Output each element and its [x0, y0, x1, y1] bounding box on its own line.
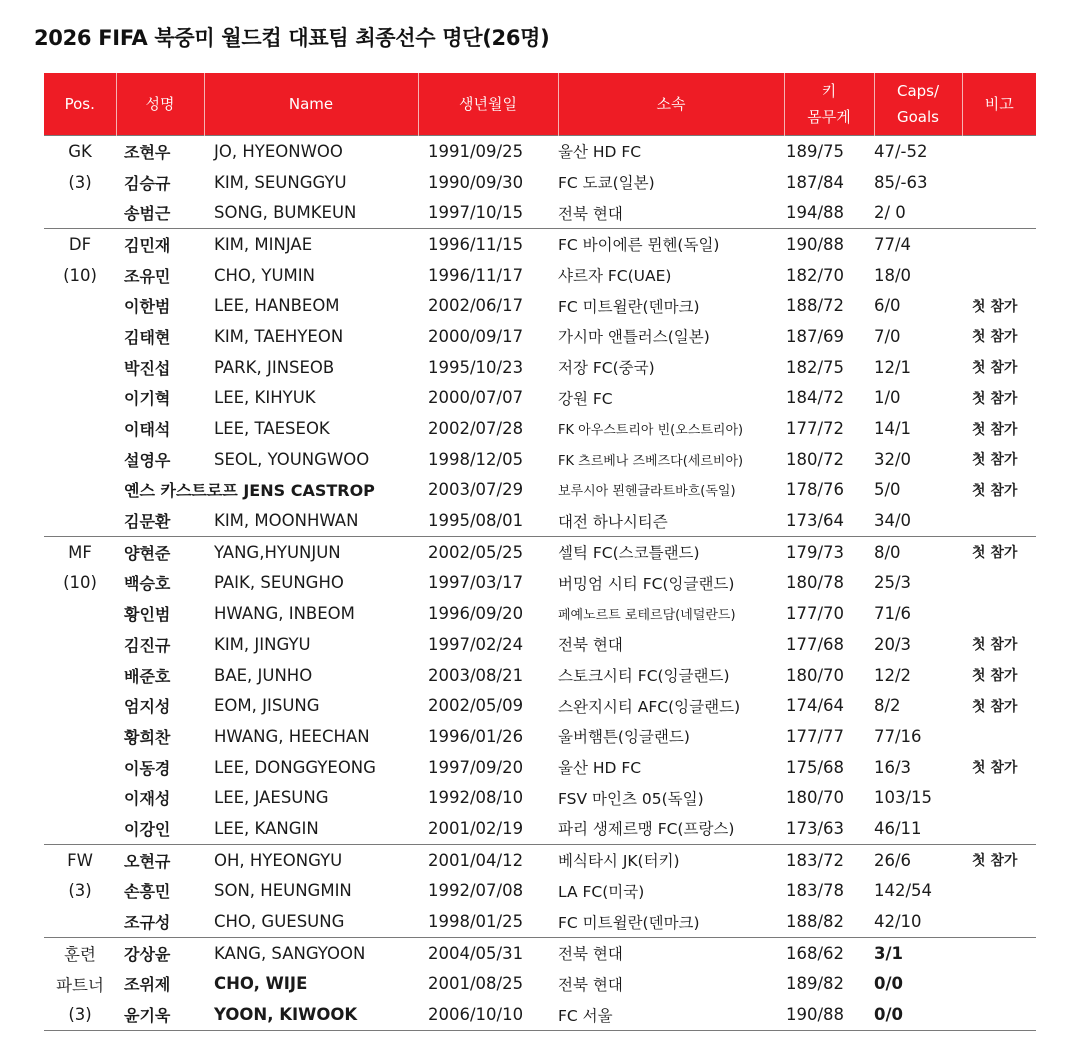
note-cell: 첫 참가 [972, 668, 1018, 685]
position-cell: (3) [68, 881, 92, 901]
page-title: 2026 FIFA 북중미 월드컵 대표팀 최종선수 명단(26명) [34, 26, 550, 50]
club-cell: 전북 현대 [558, 636, 623, 655]
height-weight-cell: 187/84 [786, 172, 845, 192]
position-cell: (3) [68, 172, 92, 192]
table-row [44, 136, 1036, 167]
club-cell: FC 미트윌란(덴마크) [558, 297, 700, 316]
club-cell: FC 미트윌란(덴마크) [558, 913, 700, 932]
height-weight-cell: 180/72 [786, 449, 845, 469]
birth-date-cell: 1990/09/30 [428, 172, 524, 192]
english-name-cell: OH, HYEONGYU [204, 844, 418, 875]
korean-name-cell: 윤기욱 [116, 999, 204, 1030]
club-cell: 가시마 앤틀러스(일본) [558, 328, 710, 347]
position-cell [44, 505, 116, 536]
height-weight-cell: 173/63 [786, 818, 845, 838]
caps-goals-cell: 26/6 [874, 844, 962, 875]
korean-name-cell: 조위제 [124, 975, 171, 995]
korean-name-cell: 조유민 [124, 266, 171, 286]
height-weight-cell: 184/72 [786, 388, 845, 408]
english-name-cell: KANG, SANGYOON [204, 937, 418, 968]
english-name-cell: PAIK, SEUNGHO [214, 573, 344, 593]
position-cell: DF [44, 229, 116, 260]
header-club: 소속 [558, 73, 784, 136]
table-row [44, 536, 1036, 567]
position-cell [44, 598, 116, 629]
english-name-cell: LEE, KANGIN [214, 818, 319, 838]
height-weight-cell: 182/70 [786, 265, 845, 285]
note-cell [962, 136, 1036, 167]
club-cell: 강원 FC [558, 389, 613, 408]
position-cell [44, 690, 116, 721]
birth-date-cell: 2006/10/10 [418, 999, 558, 1030]
club-cell: 파리 생제르맹 FC(프랑스) [558, 820, 735, 839]
note-cell: 첫 참가 [972, 482, 1018, 499]
height-weight-cell: 190/88 [784, 999, 874, 1030]
birth-date-cell: 2001/08/25 [428, 974, 524, 994]
table-row [44, 660, 1036, 691]
table-row [44, 413, 1036, 444]
birth-date-cell: 2000/09/17 [428, 326, 524, 346]
position-cell: 파트너 [56, 975, 104, 995]
birth-date-cell: 1997/02/24 [428, 634, 524, 654]
birth-date-cell: 2001/02/19 [428, 818, 524, 838]
english-name-cell: LEE, KIHYUK [214, 388, 316, 408]
table-row [44, 937, 1036, 968]
height-weight-cell: 175/68 [786, 757, 845, 777]
birth-date-cell: 1991/09/25 [418, 136, 558, 167]
birth-date-cell: 1992/07/08 [428, 881, 524, 901]
table-row [44, 383, 1036, 414]
note-cell [962, 721, 1036, 752]
club-cell: 스완지시티 AFC(잉글랜드) [558, 697, 741, 716]
caps-goals-cell: 12/1 [874, 357, 912, 377]
club-cell: 보루시아 묀헨글라트바흐(독일) [558, 484, 736, 500]
position-cell [44, 475, 116, 506]
table-row [44, 167, 1036, 198]
english-name-cell: KIM, SEUNGGYU [214, 172, 347, 192]
note-cell [962, 937, 1036, 968]
header-kr-name: 성명 [116, 73, 204, 136]
table-row [44, 876, 1036, 907]
birth-date-cell: 2004/05/31 [418, 937, 558, 968]
club-cell: FC 서울 [558, 999, 784, 1030]
birth-date-cell: 2002/07/28 [428, 419, 524, 439]
korean-name-cell: 이태석 [124, 420, 171, 440]
height-weight-cell: 190/88 [784, 229, 874, 260]
caps-goals-cell: 46/11 [874, 818, 922, 838]
korean-name-cell: 조규성 [124, 913, 171, 933]
height-weight-cell: 173/64 [786, 511, 845, 531]
header-weight: 몸무게 [807, 108, 851, 126]
club-cell: FK 츠르베나 즈베즈다(세르비아) [558, 453, 744, 469]
korean-name-cell: 설영우 [124, 450, 171, 470]
position-cell [44, 352, 116, 383]
korean-name-cell: 엄지성 [124, 697, 171, 717]
position-cell: FW [44, 844, 116, 875]
note-cell: 첫 참가 [972, 760, 1018, 777]
caps-goals-cell: 5/0 [874, 480, 901, 500]
note-cell [962, 568, 1036, 599]
korean-name-cell: 황희찬 [124, 727, 171, 747]
position-cell [44, 721, 116, 752]
height-weight-cell: 183/78 [786, 881, 845, 901]
birth-date-cell: 1996/09/20 [428, 604, 524, 624]
table-row [44, 260, 1036, 291]
position-cell [44, 752, 116, 783]
korean-name-cell: 손흥민 [124, 882, 171, 902]
english-name-cell: LEE, TAESEOK [214, 419, 330, 439]
note-cell: 첫 참가 [972, 360, 1018, 377]
korean-name-cell: 김태현 [124, 327, 171, 347]
height-weight-cell: 189/75 [784, 136, 874, 167]
height-weight-cell: 189/82 [786, 974, 845, 994]
birth-date-cell: 1996/01/26 [428, 726, 524, 746]
english-name-cell: CHO, YUMIN [214, 265, 316, 285]
club-cell: 울산 HD FC [558, 136, 784, 167]
birth-date-cell: 2002/05/09 [428, 696, 524, 716]
club-cell: 저장 FC(중국) [558, 359, 655, 378]
english-name-cell: YANG,HYUNJUN [204, 536, 418, 567]
birth-date-cell: 1998/01/25 [428, 912, 524, 932]
note-cell [962, 260, 1036, 291]
table-row [44, 321, 1036, 352]
english-name-cell: LEE, DONGGYEONG [214, 757, 376, 777]
height-weight-cell: 180/70 [786, 788, 845, 808]
note-cell [962, 906, 1036, 937]
caps-goals-cell: 2/ 0 [874, 203, 906, 223]
note-cell [962, 813, 1036, 844]
height-weight-cell: 177/70 [786, 604, 845, 624]
club-cell: 샤르자 FC(UAE) [558, 267, 672, 286]
club-cell: 전북 현대 [558, 975, 623, 994]
position-cell [44, 444, 116, 475]
position-cell [44, 813, 116, 844]
club-cell: FC 바이에른 뮌헨(독일) [558, 229, 784, 260]
note-cell [962, 969, 1036, 1000]
note-cell [962, 167, 1036, 198]
position-cell [44, 413, 116, 444]
korean-name-cell: 김승규 [124, 173, 171, 193]
position-cell [44, 321, 116, 352]
table-row [44, 752, 1036, 783]
note-cell: 첫 참가 [972, 421, 1018, 438]
note-cell: 첫 참가 [972, 329, 1018, 346]
header-caps: Caps/ [896, 82, 940, 100]
table-row [44, 475, 1036, 506]
position-cell: MF [44, 536, 116, 567]
position-cell [44, 629, 116, 660]
table-row [44, 721, 1036, 752]
height-weight-cell: 188/82 [786, 912, 845, 932]
caps-goals-cell: 32/0 [874, 449, 912, 469]
club-cell: 전북 현대 [558, 937, 784, 968]
position-cell [44, 383, 116, 414]
caps-goals-cell: 8/0 [874, 536, 962, 567]
caps-goals-cell: 71/6 [874, 604, 912, 624]
caps-goals-cell: 142/54 [874, 881, 933, 901]
club-cell: 전북 현대 [558, 204, 623, 223]
english-name-cell: LEE, HANBEOM [214, 296, 340, 316]
korean-name-cell: 이동경 [124, 758, 171, 778]
caps-goals-cell: 47/-52 [874, 136, 962, 167]
header-en-name: Name [204, 73, 418, 136]
note-cell: 첫 참가 [962, 844, 1036, 875]
birth-date-cell: 1997/09/20 [428, 757, 524, 777]
table-row [44, 505, 1036, 536]
birth-date-cell: 2002/06/17 [428, 296, 524, 316]
birth-date-cell: 2000/07/07 [428, 388, 524, 408]
table-row [44, 197, 1036, 228]
height-weight-cell: 179/73 [784, 536, 874, 567]
korean-name-cell: 박진섭 [124, 358, 171, 378]
height-weight-cell: 180/70 [786, 665, 845, 685]
english-name-cell: LEE, JAESUNG [214, 788, 329, 808]
korean-name-cell: 이기혁 [124, 389, 171, 409]
position-cell [44, 660, 116, 691]
note-cell: 첫 참가 [972, 637, 1018, 654]
korean-name-cell: 양현준 [116, 536, 204, 567]
english-name-cell: HWANG, INBEOM [214, 604, 355, 624]
birth-date-cell: 1996/11/15 [418, 229, 558, 260]
english-name-cell: CHO, WIJE [214, 974, 308, 994]
table-row [44, 906, 1036, 937]
caps-goals-cell: 25/3 [874, 573, 912, 593]
english-name-cell: JO, HYEONWOO [204, 136, 418, 167]
birth-date-cell: 2003/07/29 [428, 480, 524, 500]
caps-goals-cell: 1/0 [874, 388, 901, 408]
caps-goals-cell: 20/3 [874, 634, 912, 654]
english-name-cell: KIM, MINJAE [204, 229, 418, 260]
korean-name-cell: 강상윤 [116, 937, 204, 968]
english-name-cell: HWANG, HEECHAN [214, 726, 370, 746]
caps-goals-cell: 103/15 [874, 788, 933, 808]
height-weight-cell: 188/72 [786, 296, 845, 316]
note-cell: 첫 참가 [972, 390, 1018, 407]
birth-date-cell: 1992/08/10 [428, 788, 524, 808]
english-name-cell: SEOL, YOUNGWOO [214, 449, 370, 469]
club-cell: FSV 마인츠 05(독일) [558, 789, 704, 808]
caps-goals-cell: 8/2 [874, 696, 901, 716]
club-cell: FC 도쿄(일본) [558, 174, 655, 193]
korean-name-cell: 김민재 [116, 229, 204, 260]
club-cell: 울버햄튼(잉글랜드) [558, 728, 690, 747]
caps-goals-cell: 16/3 [874, 757, 912, 777]
korean-name-cell: 송범근 [124, 204, 171, 224]
table-row [44, 690, 1036, 721]
korean-name-cell: 백승호 [124, 574, 171, 594]
note-cell [962, 999, 1036, 1030]
table-row [44, 568, 1036, 599]
header-goals: Goals [897, 108, 939, 126]
position-cell: (3) [44, 999, 116, 1030]
caps-goals-cell: 0/0 [874, 974, 903, 994]
english-name-cell: PARK, JINSEOB [214, 357, 335, 377]
birth-date-cell: 1997/03/17 [428, 573, 524, 593]
birth-date-cell: 1997/10/15 [428, 203, 524, 223]
korean-name-cell: 오현규 [116, 844, 204, 875]
header-note: 비고 [962, 73, 1036, 136]
caps-goals-cell: 34/0 [874, 511, 912, 531]
korean-name-cell: 이한범 [124, 297, 171, 317]
caps-goals-cell: 18/0 [874, 265, 912, 285]
club-cell: 셀틱 FC(스코틀랜드) [558, 536, 784, 567]
birth-date-cell: 2001/04/12 [418, 844, 558, 875]
club-cell: LA FC(미국) [558, 882, 645, 901]
position-cell [44, 290, 116, 321]
table-row [44, 629, 1036, 660]
birth-date-cell: 2002/05/25 [418, 536, 558, 567]
position-cell [44, 906, 116, 937]
note-cell: 첫 참가 [962, 536, 1036, 567]
birth-date-cell: 2003/08/21 [428, 665, 524, 685]
note-cell [962, 197, 1036, 228]
caps-goals-cell: 42/10 [874, 912, 922, 932]
position-cell: (10) [63, 265, 97, 285]
korean-name-cell: 이재성 [124, 789, 171, 809]
english-name-cell: EOM, JISUNG [214, 696, 320, 716]
table-row [44, 352, 1036, 383]
position-cell [44, 782, 116, 813]
table-row [44, 782, 1036, 813]
height-weight-cell: 174/64 [786, 696, 845, 716]
korean-name-cell: 이강인 [124, 819, 171, 839]
club-cell: 버밍엄 시티 FC(잉글랜드) [558, 574, 735, 593]
header-caps-goals [874, 73, 962, 136]
caps-goals-cell: 12/2 [874, 665, 912, 685]
caps-goals-cell: 77/16 [874, 726, 922, 746]
club-cell: 베식타시 JK(터키) [558, 844, 784, 875]
note-cell [962, 505, 1036, 536]
height-weight-cell: 182/75 [786, 357, 845, 377]
note-cell: 첫 참가 [972, 698, 1018, 715]
position-cell [44, 197, 116, 228]
english-name-cell: CHO, GUESUNG [214, 912, 345, 932]
note-cell [962, 876, 1036, 907]
birth-date-cell: 1995/08/01 [428, 511, 524, 531]
korean-name-cell: 김문환 [124, 512, 171, 532]
header-height-weight [784, 73, 874, 136]
height-weight-cell: 177/77 [786, 726, 845, 746]
english-name-cell: BAE, JUNHO [214, 665, 313, 685]
caps-goals-cell: 3/1 [874, 937, 962, 968]
note-cell [962, 782, 1036, 813]
english-name-cell: KIM, TAEHYEON [214, 326, 344, 346]
korean-name-cell: 황인범 [124, 605, 171, 625]
height-weight-cell: 194/88 [786, 203, 845, 223]
table-header-row [44, 73, 1036, 136]
table-row [44, 999, 1036, 1030]
header-pos: Pos. [44, 73, 116, 136]
position-cell: (10) [63, 573, 97, 593]
player-name-cell: 옌스 카스트로프 JENS CASTROP [124, 481, 375, 501]
position-cell: GK [44, 136, 116, 167]
club-cell: 울산 HD FC [558, 759, 642, 778]
table-row [44, 229, 1036, 260]
height-weight-cell: 180/78 [786, 573, 845, 593]
korean-name-cell: 배준호 [124, 666, 171, 686]
caps-goals-cell: 14/1 [874, 419, 912, 439]
caps-goals-cell: 0/0 [874, 999, 962, 1030]
birth-date-cell: 1996/11/17 [428, 265, 524, 285]
table-row [44, 444, 1036, 475]
table-row [44, 598, 1036, 629]
korean-name-cell: 조현우 [116, 136, 204, 167]
height-weight-cell: 178/76 [786, 480, 845, 500]
club-cell: 대전 하나시티즌 [558, 512, 668, 531]
english-name-cell: SONG, BUMKEUN [214, 203, 357, 223]
note-cell: 첫 참가 [972, 452, 1018, 469]
height-weight-cell: 177/72 [786, 419, 845, 439]
club-cell: FK 아우스트리아 빈(오스트리아) [558, 423, 744, 439]
english-name-cell: KIM, MOONHWAN [214, 511, 359, 531]
height-weight-cell: 183/72 [784, 844, 874, 875]
note-cell [962, 229, 1036, 260]
table-row [44, 290, 1036, 321]
note-cell: 첫 참가 [972, 298, 1018, 315]
squad-table [44, 73, 1036, 1031]
table-row [44, 844, 1036, 875]
caps-goals-cell: 77/4 [874, 229, 962, 260]
english-name-cell: KIM, JINGYU [214, 634, 311, 654]
korean-name-cell: 김진규 [124, 635, 171, 655]
birth-date-cell: 1998/12/05 [428, 449, 524, 469]
caps-goals-cell: 7/0 [874, 326, 901, 346]
height-weight-cell: 168/62 [784, 937, 874, 968]
english-name-cell: YOON, KIWOOK [204, 999, 418, 1030]
birth-date-cell: 1995/10/23 [428, 357, 524, 377]
caps-goals-cell: 6/0 [874, 296, 901, 316]
position-cell: 훈련 [44, 937, 116, 968]
header-height: 키 [821, 82, 837, 100]
table-row [44, 813, 1036, 844]
table-row [44, 969, 1036, 1000]
height-weight-cell: 177/68 [786, 634, 845, 654]
height-weight-cell: 187/69 [786, 326, 845, 346]
english-name-cell: SON, HEUNGMIN [214, 881, 352, 901]
caps-goals-cell: 85/-63 [874, 172, 928, 192]
club-cell: 페예노르트 로테르담(네덜란드) [558, 608, 736, 624]
header-dob: 생년월일 [418, 73, 558, 136]
club-cell: 스토크시티 FC(잉글랜드) [558, 667, 730, 686]
note-cell [962, 598, 1036, 629]
